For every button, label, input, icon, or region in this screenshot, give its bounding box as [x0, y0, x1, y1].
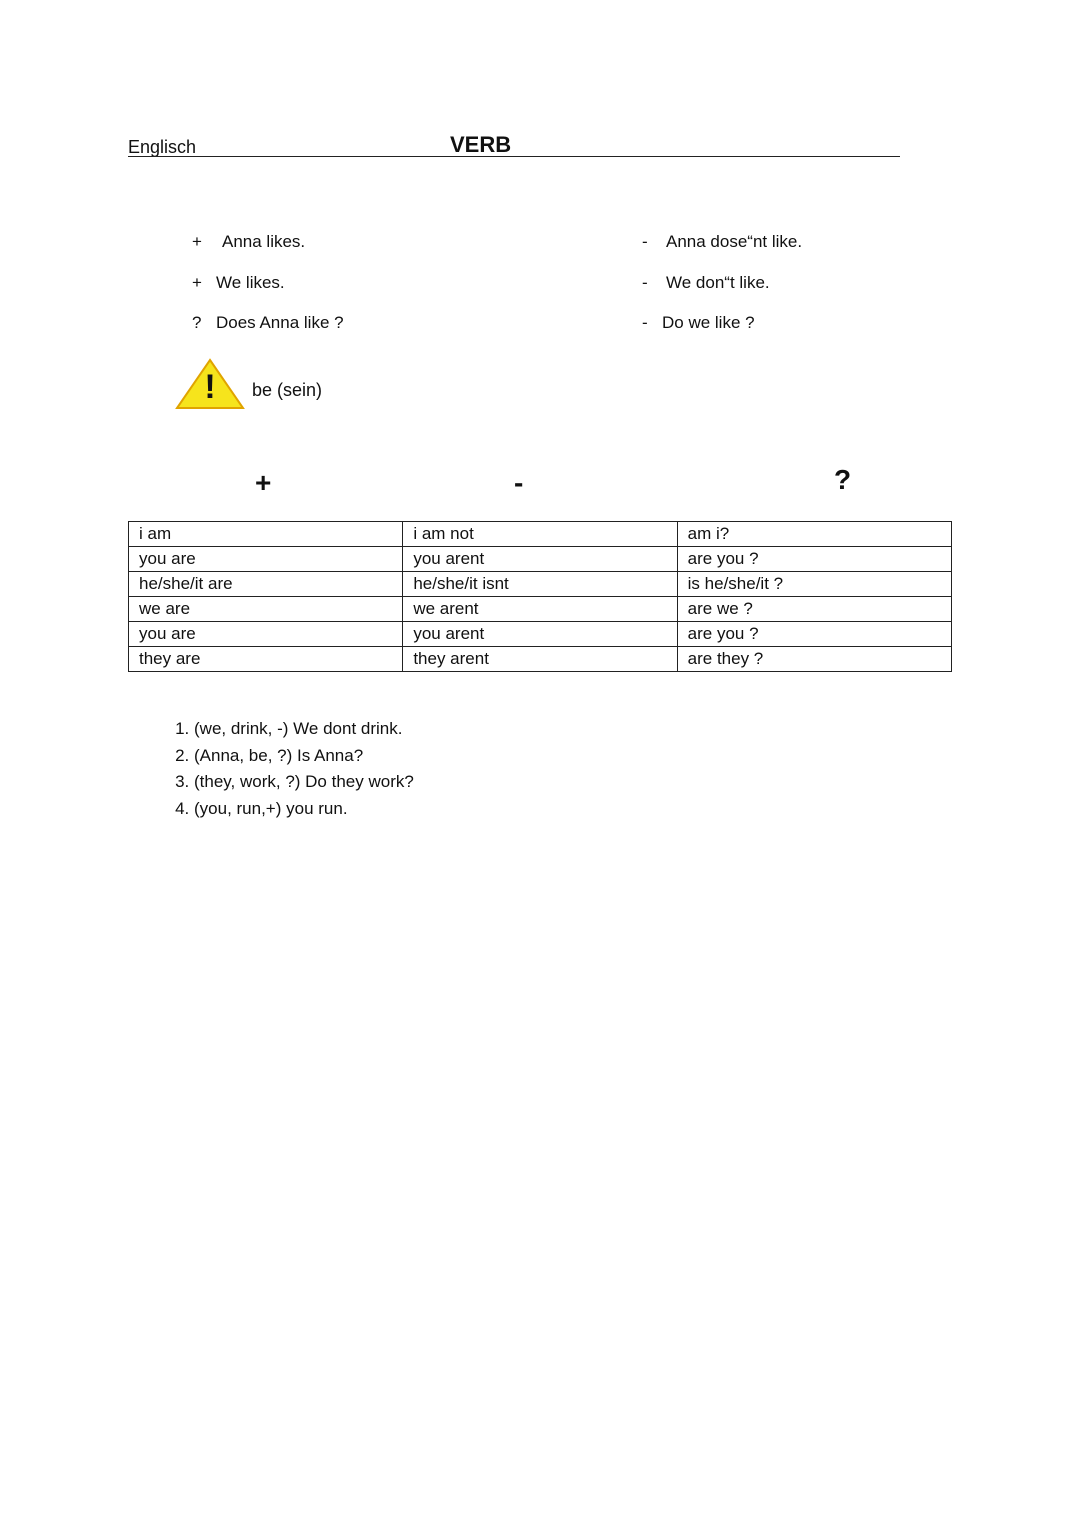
table-cell-positive: we are [129, 597, 403, 622]
table-cell-negative: he/she/it isnt [403, 572, 677, 597]
table-row [129, 572, 952, 597]
exercise-list [160, 716, 414, 822]
table-cell-negative: you arent [403, 547, 677, 572]
table-row [129, 647, 952, 672]
table-cell-question: am i? [677, 522, 951, 547]
table-cell-negative: you arent [403, 622, 677, 647]
example-symbol: - [642, 273, 648, 292]
header-divider [128, 156, 900, 157]
table-cell-positive: they are [129, 647, 403, 672]
table-cell-negative: they arent [403, 647, 677, 672]
example-text: Anna dose“nt like. [666, 232, 803, 251]
exercise-item: 4. (you, run,+) you run. [194, 796, 414, 823]
table-cell-question: is he/she/it ? [677, 572, 951, 597]
example-symbol: - [642, 232, 648, 251]
table-row [129, 522, 952, 547]
example-symbol: - [642, 313, 648, 332]
subject-label: Englisch [128, 137, 197, 157]
column-positive-symbol: + [255, 467, 272, 498]
example-text: Do we like ? [662, 313, 755, 332]
exercise-item: 1. (we, drink, -) We dont drink. [194, 716, 414, 743]
example-text: We don“t like. [666, 273, 770, 292]
table-cell-positive: you are [129, 622, 403, 647]
table-row [129, 622, 952, 647]
example-text: Does Anna like ? [216, 313, 344, 332]
example-left-1 [192, 232, 305, 252]
example-right-2 [642, 273, 770, 293]
table-cell-question: are they ? [677, 647, 951, 672]
table-cell-negative: we arent [403, 597, 677, 622]
table-cell-question: are you ? [677, 622, 951, 647]
warning-label: be (sein) [252, 380, 323, 400]
page-title: VERB [450, 132, 512, 157]
example-right-1 [642, 232, 802, 252]
column-question-symbol: ? [834, 464, 852, 495]
example-symbol: + [192, 232, 202, 251]
column-negative-symbol: - [514, 467, 524, 498]
table-row [129, 547, 952, 572]
table-cell-question: are you ? [677, 547, 951, 572]
example-left-2 [192, 273, 285, 293]
example-symbol: + [192, 273, 202, 292]
warning-triangle-icon [175, 358, 245, 410]
table-cell-positive: you are [129, 547, 403, 572]
example-left-3 [192, 313, 344, 333]
table-cell-positive: he/she/it are [129, 572, 403, 597]
table-cell-positive: i am [129, 522, 403, 547]
warning-glyph: ! [204, 368, 216, 406]
example-text: Anna likes. [222, 232, 306, 251]
table-row [129, 597, 952, 622]
conjugation-table [128, 521, 952, 672]
table-cell-question: are we ? [677, 597, 951, 622]
table-cell-negative: i am not [403, 522, 677, 547]
example-right-3 [642, 313, 755, 333]
example-symbol: ? [192, 313, 202, 332]
exercise-item: 2. (Anna, be, ?) Is Anna? [194, 743, 414, 770]
example-text: We likes. [216, 273, 285, 292]
exercise-item: 3. (they, work, ?) Do they work? [194, 769, 414, 796]
